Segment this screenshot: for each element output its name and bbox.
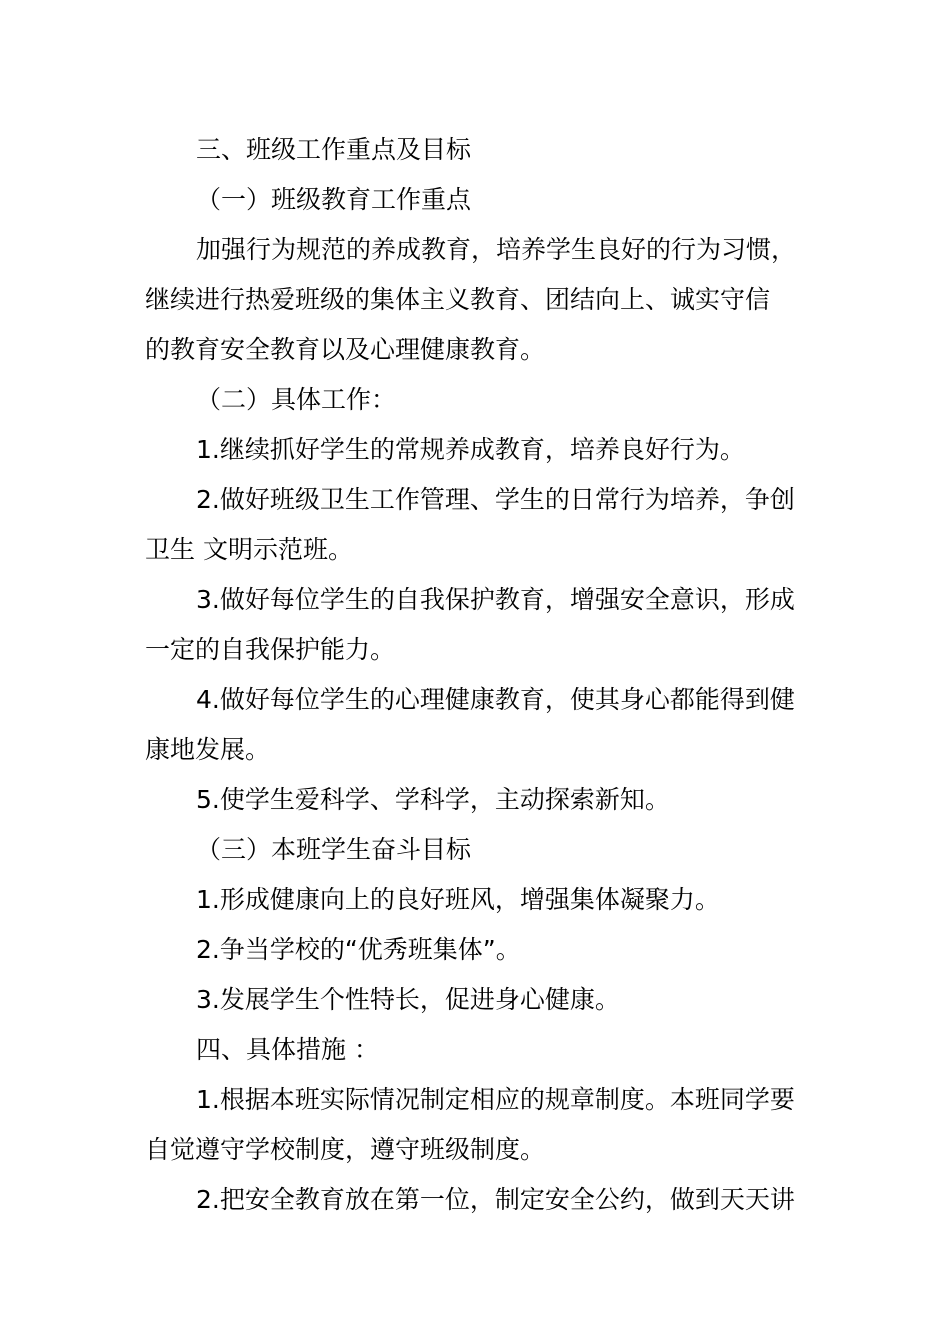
text-line: 1.继续抓好学生的常规养成教育，培养良好行为。 — [196, 435, 745, 464]
text-line: 卫生 文明示范班。 — [145, 535, 353, 564]
text-line: 四、具体措施 ： — [196, 1035, 379, 1064]
text-line: （二）具体工作： — [196, 385, 397, 414]
text-line: 4.做好每位学生的心理健康教育，使其身心都能得到健 — [196, 685, 795, 714]
document-body — [145, 125, 835, 1225]
text-line: 加强行为规范的养成教育，培养学生良好的行为习惯， — [196, 235, 797, 264]
text-line: 一定的自我保护能力。 — [145, 635, 396, 664]
text-line: 1.形成健康向上的良好班风，增强集体凝聚力。 — [196, 885, 720, 914]
text-line: （一）班级教育工作重点 — [196, 185, 472, 214]
text-line: 3.做好每位学生的自我保护教育，增强安全意识，形成 — [196, 585, 795, 614]
text-line: 2.争当学校的“优秀班集体”。 — [196, 935, 521, 964]
text-line: 三、班级工作重点及目标 — [196, 135, 472, 164]
text-line: 2.做好班级卫生工作管理、学生的日常行为培养，争创 — [196, 485, 795, 514]
text-line: 1.根据本班实际情况制定相应的规章制度。本班同学要 — [196, 1085, 795, 1114]
text-line: 5.使学生爱科学、学科学，主动探索新知。 — [196, 785, 670, 814]
text-line: （三）本班学生奋斗目标 — [196, 835, 472, 864]
text-line: 康地发展。 — [145, 735, 271, 764]
text-line: 3.发展学生个性特长，促进身心健康。 — [196, 985, 620, 1014]
text-line: 的教育安全教育以及心理健康教育。 — [145, 335, 546, 364]
text-line: 2.把安全教育放在第一位，制定安全公约，做到天天讲 — [196, 1185, 795, 1214]
text-line: 自觉遵守学校制度，遵守班级制度。 — [145, 1135, 546, 1164]
text-line: 继续进行热爱班级的集体主义教育、团结向上、诚实守信 — [145, 285, 771, 314]
